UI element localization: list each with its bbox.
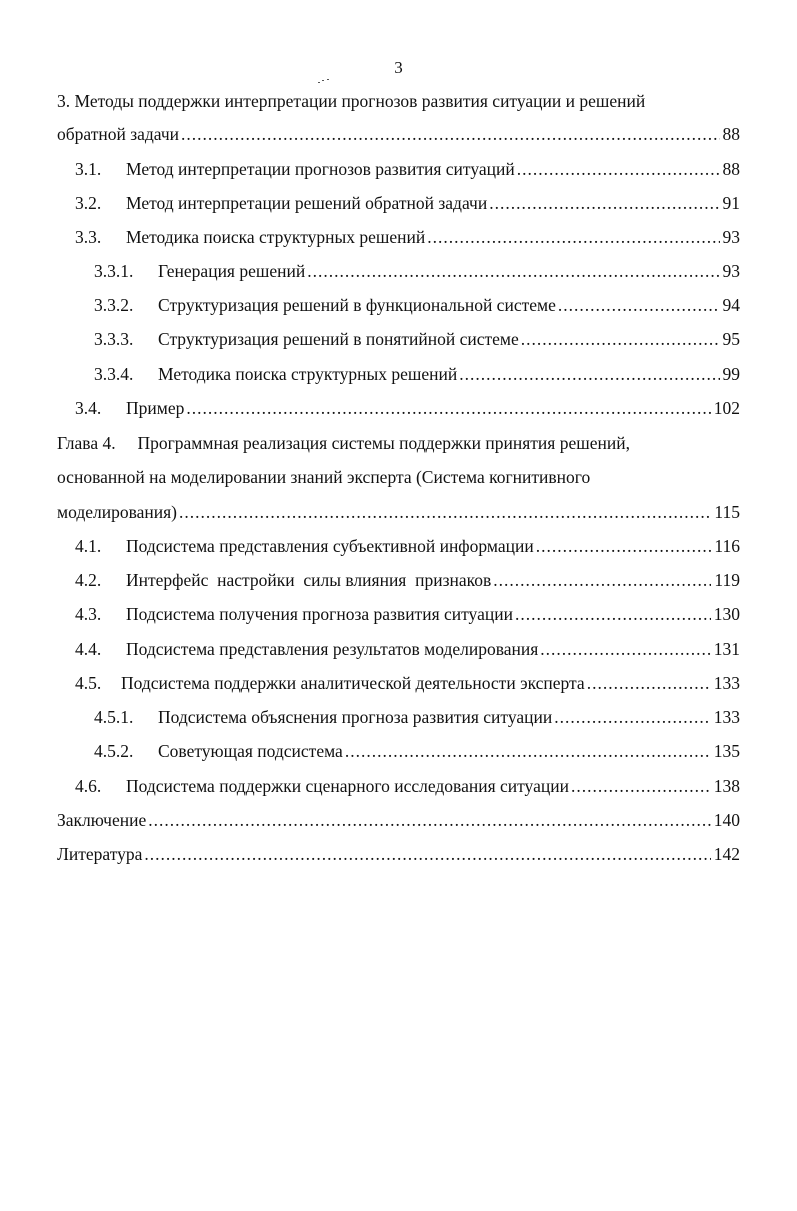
toc-entry-title: Методика поиска структурных решений (158, 364, 458, 384)
dot-leader (427, 221, 719, 253)
toc-entry-title: Подсистема представления субъективной информации (126, 536, 534, 556)
toc-entry-3-4[interactable] (0, 392, 797, 424)
toc-section-number: 4.3. (75, 604, 102, 624)
dot-leader (493, 564, 711, 596)
dot-leader (536, 530, 712, 562)
toc-page-number: 94 (722, 295, 740, 315)
toc-entry-3-3-2[interactable] (0, 289, 797, 321)
toc-section-number: 3.1. (75, 159, 102, 179)
dot-leader (587, 667, 711, 699)
dot-leader (179, 496, 711, 528)
dot-leader (489, 187, 719, 219)
toc-chapter-4-title-line-1: Глава 4. Программная реализация системы поддержки принятия решений, (57, 433, 630, 453)
toc-page-number: 88 (722, 124, 740, 144)
toc-section-number: 3.3.4. (94, 364, 134, 384)
dot-leader (554, 701, 711, 733)
toc-entry-title: Литература (57, 844, 143, 864)
toc-entry-title: Подсистема поддержки аналитической деятельности эксперта (121, 673, 585, 693)
toc-section-number: 4.5.2. (94, 741, 134, 761)
toc-entry-4-5-2[interactable] (0, 735, 797, 767)
toc-page-number: 95 (722, 329, 740, 349)
toc-entry-chapter-3[interactable] (0, 118, 797, 150)
toc-entry-4-4[interactable] (0, 633, 797, 665)
toc-entry-title: Подсистема объяснения прогноза развития ситуации (158, 707, 553, 727)
toc-entry-title: Метод интерпретации решений обратной задачи (126, 193, 488, 213)
toc-entry-title: Метод интерпретации прогнозов развития ситуаций (126, 159, 515, 179)
dot-leader (148, 804, 711, 836)
page-number: 3 (394, 58, 403, 77)
toc-chapter-4-heading (0, 427, 797, 459)
dot-leader (521, 323, 720, 355)
toc-page-number: 119 (714, 570, 740, 590)
dot-leader (571, 770, 711, 802)
toc-entry-4-2[interactable] (0, 564, 797, 596)
toc-entry-literature[interactable] (0, 838, 797, 870)
toc-entry-title: Структуризация решений в функциональной системе (158, 295, 556, 315)
toc-entry-4-1[interactable] (0, 530, 797, 562)
toc-entry-chapter-4[interactable] (0, 496, 797, 528)
toc-section-number: 4.4. (75, 639, 102, 659)
toc-section-number: 3.3.3. (94, 329, 134, 349)
dot-leader (558, 289, 720, 321)
dot-leader (515, 598, 711, 630)
toc-page-number: 116 (714, 536, 740, 556)
toc-entry-title: Советующая подсистема (158, 741, 343, 761)
toc-section-number: 4.6. (75, 776, 102, 796)
toc-page-number: 93 (722, 261, 740, 281)
toc-section-number: 3.3. (75, 227, 102, 247)
toc-entry-4-5[interactable] (0, 667, 797, 699)
toc-section-number: 3.2. (75, 193, 102, 213)
dot-leader (540, 633, 710, 665)
toc-page-number: 133 (713, 673, 740, 693)
toc-entry-title: обратной задачи (57, 124, 180, 144)
toc-entry-title: моделирования) (57, 502, 177, 522)
toc-entry-4-3[interactable] (0, 598, 797, 630)
toc-page-number: 102 (713, 398, 740, 418)
toc-entry-title: Подсистема поддержки сценарного исследования ситуации (126, 776, 569, 796)
toc-chapter-4-heading-cont (0, 461, 797, 493)
dot-leader (307, 255, 719, 287)
toc-entry-3-3[interactable] (0, 221, 797, 253)
toc-section-number: 4.5. (75, 673, 102, 693)
toc-page-number: 135 (713, 741, 740, 761)
dot-leader (345, 735, 711, 767)
toc-page-number: 131 (713, 639, 740, 659)
toc-page-number: 115 (714, 502, 740, 522)
toc-entry-title: Структуризация решений в понятийной системе (158, 329, 519, 349)
dot-leader (144, 838, 710, 870)
dot-leader (459, 358, 719, 390)
dot-leader (181, 118, 719, 150)
toc-entry-3-3-4[interactable] (0, 358, 797, 390)
toc-entry-title: Подсистема представления результатов моделирования (126, 639, 539, 659)
toc-page-number: 99 (722, 364, 740, 384)
toc-entry-3-2[interactable] (0, 187, 797, 219)
toc-entry-title: Заключение (57, 810, 147, 830)
toc-section-number: 3.3.2. (94, 295, 134, 315)
dot-leader (517, 153, 720, 185)
toc-entry-title: Методика поиска структурных решений (126, 227, 426, 247)
toc-chapter-4-title-line-2: основанной на моделировании знаний эксперта (Система когнитивного (57, 467, 591, 487)
toc-section-number: 3.4. (75, 398, 102, 418)
toc-section-number: 4.5.1. (94, 707, 134, 727)
toc-section-number: 3.3.1. (94, 261, 134, 281)
toc-entry-3-3-3[interactable] (0, 323, 797, 355)
toc-entry-title: Подсистема получения прогноза развития ситуации (126, 604, 513, 624)
toc-section-number: 4.2. (75, 570, 102, 590)
toc-chapter-3-heading (0, 85, 797, 117)
toc-page-number: 142 (713, 844, 740, 864)
toc-section-number: 4.1. (75, 536, 102, 556)
toc-page-number: 140 (713, 810, 740, 830)
toc-page-number: 91 (722, 193, 740, 213)
toc-page-number: 93 (722, 227, 740, 247)
toc-entry-4-6[interactable] (0, 770, 797, 802)
dot-leader (186, 392, 710, 424)
toc-entry-3-3-1[interactable] (0, 255, 797, 287)
toc-entry-title: Генерация решений (158, 261, 306, 281)
toc-page-number: 133 (713, 707, 740, 727)
toc-page-number: 138 (713, 776, 740, 796)
toc-entry-title: Интерфейс настройки силы влияния признаков (126, 570, 492, 590)
toc-page-number: 130 (713, 604, 740, 624)
toc-chapter-3-title-line: 3. Методы поддержки интерпретации прогнозов развития ситуации и решений (57, 91, 646, 111)
toc-page-number: 88 (722, 159, 740, 179)
toc-entry-title: Пример (126, 398, 185, 418)
toc-entry-3-1[interactable] (0, 153, 797, 185)
toc-entry-conclusion[interactable] (0, 804, 797, 836)
toc-entry-4-5-1[interactable] (0, 701, 797, 733)
